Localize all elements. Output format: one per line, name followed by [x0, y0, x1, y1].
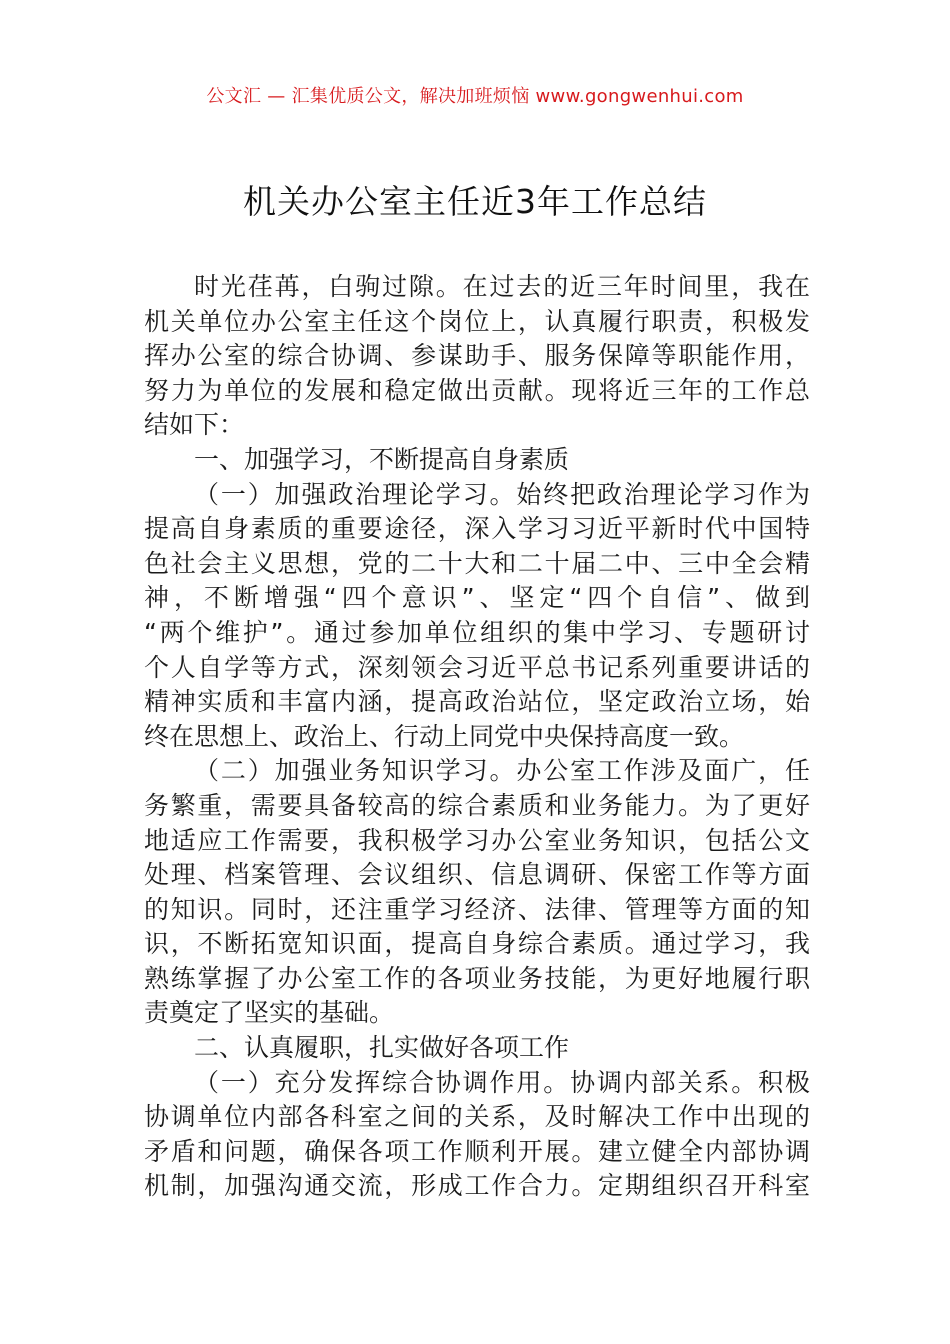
body-line: 务繁重，需要具备较高的综合素质和业务能力。为了更好 — [144, 790, 810, 820]
body-line: 挥办公室的综合协调、参谋助手、服务保障等职能作用， — [144, 341, 810, 371]
document-title: 机关办公室主任近3年工作总结 — [243, 182, 707, 221]
body-line: 时光荏苒，白驹过隙。在过去的近三年时间里，我在 — [194, 272, 810, 301]
body-line: 机制，加强沟通交流，形成工作合力。定期组织召开科室 — [144, 1171, 810, 1201]
body-line: 地适应工作需要，我积极学习办公室业务知识，包括公文 — [144, 825, 810, 855]
header-banner: 公文汇 — 汇集优质公文，解决加班烦恼 www.gongwenhui.com — [206, 86, 744, 107]
document-body — [144, 270, 810, 1204]
body-line: 个人自学等方式，深刻领会习近平总书记系列重要讲话的 — [144, 652, 810, 682]
body-line: 神，不断增强“四个意识”、坚定“四个自信”、做到 — [144, 583, 810, 613]
body-line: 处理、档案管理、会议组织、信息调研、保密工作等方面 — [144, 860, 810, 890]
body-line: 努力为单位的发展和稳定做出贡献。现将近三年的工作总 — [144, 375, 810, 405]
body-line: 矛盾和问题，确保各项工作顺利开展。建立健全内部协调 — [144, 1136, 810, 1166]
body-line: （二）加强业务知识学习。办公室工作涉及面广，任 — [194, 756, 810, 786]
body-line: 熟练掌握了办公室工作的各项业务技能，为更好地履行职 — [144, 963, 810, 993]
body-line: 终在思想上、政治上、行动上同党中央保持高度一致。 — [144, 721, 745, 751]
body-line: 提高自身素质的重要途径，深入学习习近平新时代中国特 — [144, 514, 810, 544]
body-line: （一）充分发挥综合协调作用。协调内部关系。积极 — [194, 1067, 810, 1097]
body-line: 结如下： — [144, 410, 245, 440]
section-heading: 二、认真履职，扎实做好各项工作 — [194, 1033, 570, 1063]
body-line: “两个维护”。通过参加单位组织的集中学习、专题研讨 — [144, 617, 810, 647]
body-line: 识，不断拓宽知识面，提高自身综合素质。通过学习，我 — [144, 929, 810, 959]
body-line: 色社会主义思想，党的二十大和二十届二中、三中全会精 — [144, 548, 810, 578]
body-line: （一）加强政治理论学习。始终把政治理论学习作为 — [194, 479, 810, 509]
section-heading: 一、加强学习，不断提高自身素质 — [194, 444, 570, 474]
body-line: 协调单位内部各科室之间的关系，及时解决工作中出现的 — [144, 1102, 810, 1132]
body-line: 责奠定了坚实的基础。 — [144, 998, 395, 1028]
body-line: 机关单位办公室主任这个岗位上，认真履行职责，积极发 — [144, 306, 810, 336]
body-line: 的知识。同时，还注重学习经济、法律、管理等方面的知 — [144, 894, 810, 924]
body-line: 精神实质和丰富内涵，提高政治站位，坚定政治立场，始 — [144, 687, 810, 717]
